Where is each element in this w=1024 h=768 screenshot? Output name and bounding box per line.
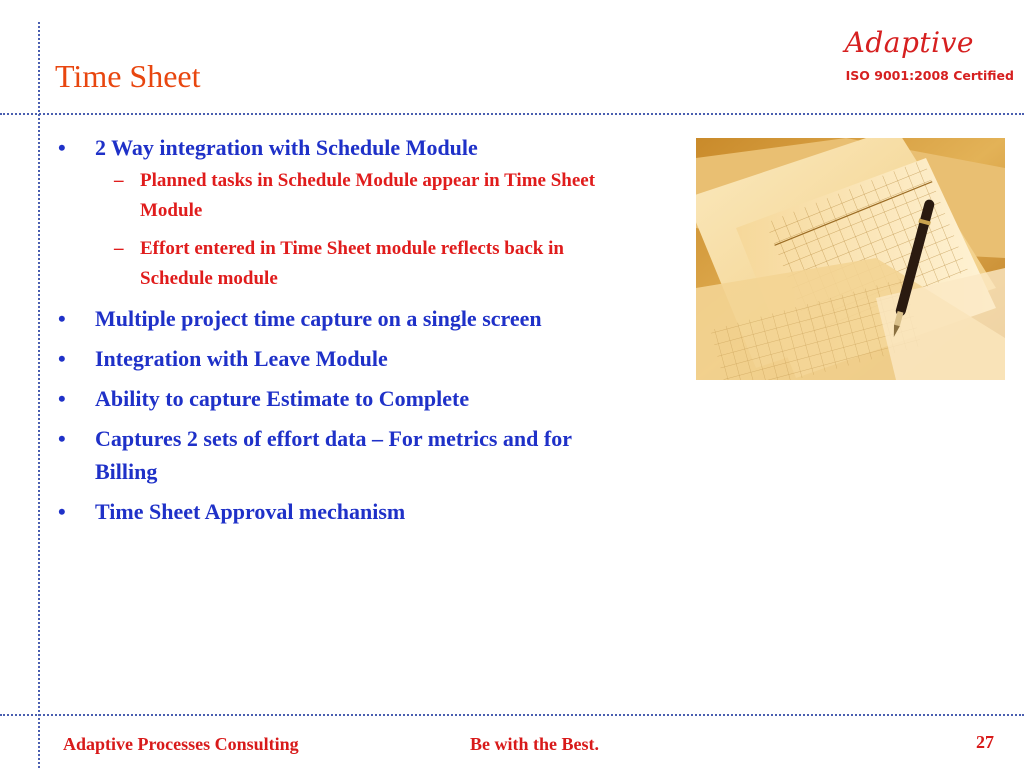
sub-bullet-text: Planned tasks in Schedule Module appear in Time Sheet Module xyxy=(140,170,596,221)
bullet-list xyxy=(58,131,638,535)
sub-bullet-item xyxy=(95,234,638,294)
bullet-item xyxy=(58,302,638,335)
bullet-text: Multiple project time capture on a single screen xyxy=(95,306,542,331)
footer-dotted-divider xyxy=(0,714,1024,716)
bullet-item xyxy=(58,342,638,375)
bullet-text: Integration with Leave Module xyxy=(95,346,388,371)
bullet-text: 2 Way integration with Schedule Module xyxy=(95,135,478,160)
bullet-text: Time Sheet Approval mechanism xyxy=(95,499,406,524)
footer-company: Adaptive Processes Consulting xyxy=(63,734,299,754)
company-logo xyxy=(800,26,1014,92)
sub-bullet-symbol: – xyxy=(114,170,124,191)
vertical-dotted-divider xyxy=(38,22,40,768)
sub-bullet-text: Effort entered in Time Sheet module reflects back in Schedule module xyxy=(140,238,564,289)
bullet-item xyxy=(58,131,638,294)
sub-bullet-symbol: – xyxy=(114,238,124,259)
sub-bullet-item xyxy=(95,166,638,226)
bullet-item xyxy=(58,422,638,488)
bullet-symbol: • xyxy=(58,306,66,331)
sub-bullet-list xyxy=(95,166,638,294)
logo-name: Adaptive xyxy=(844,26,974,59)
bullet-text: Ability to capture Estimate to Complete xyxy=(95,386,470,411)
footer-tagline: Be with the Best. xyxy=(470,734,599,754)
bullet-symbol: • xyxy=(58,346,66,371)
page-number: 27 xyxy=(976,732,994,752)
timesheet-papers-photo xyxy=(696,138,1005,380)
bullet-symbol: • xyxy=(58,426,66,451)
header-dotted-divider xyxy=(0,113,1024,115)
bullet-text: Captures 2 sets of effort data – For metrics and for Billing xyxy=(95,426,572,484)
bullet-symbol: • xyxy=(58,386,66,411)
bullet-item xyxy=(58,382,638,415)
bullet-item xyxy=(58,495,638,528)
logo-certification: ISO 9001:2008 Certified xyxy=(845,68,1014,83)
slide-title: Time Sheet xyxy=(55,58,201,94)
bullet-symbol: • xyxy=(58,135,66,160)
bullet-symbol: • xyxy=(58,499,66,524)
